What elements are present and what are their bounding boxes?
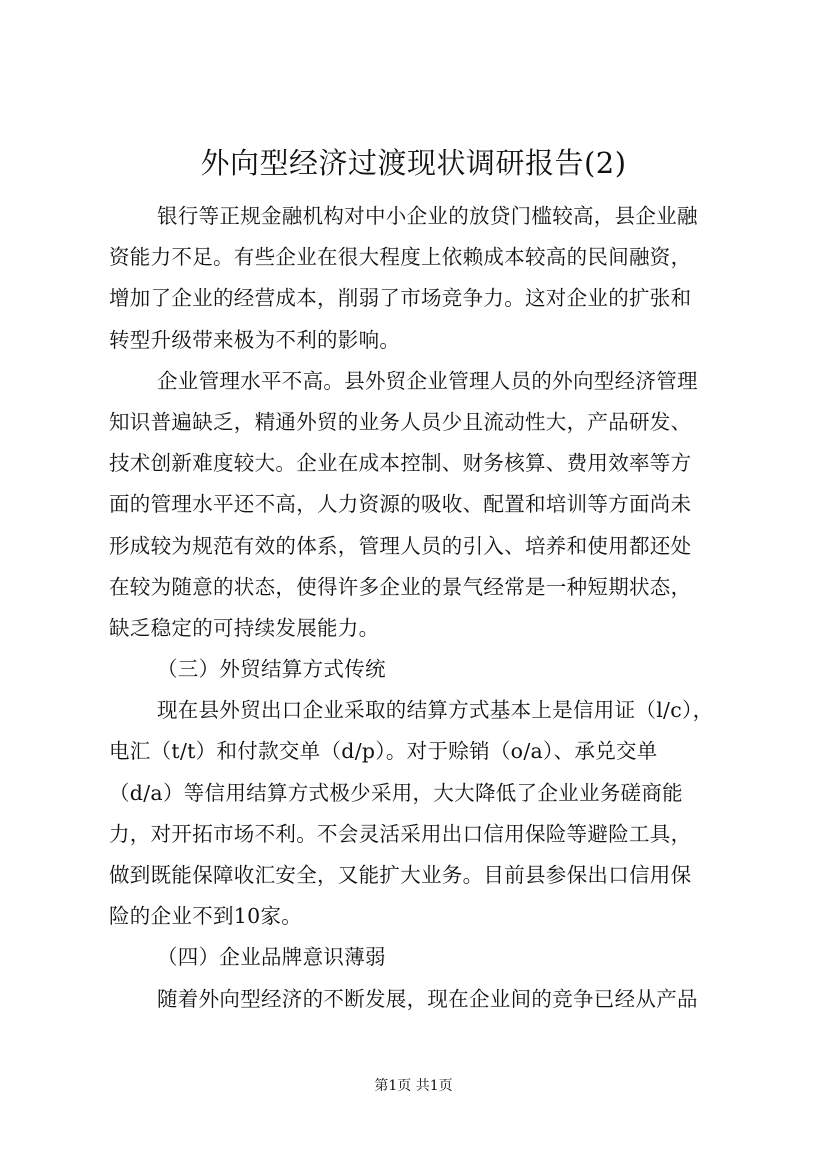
document-title: 外向型经济过渡现状调研报告(2)	[200, 146, 627, 180]
text-line: 技术创新难度较大。企业在成本控制、财务核算、费用效率等方	[109, 451, 692, 476]
text-line: 面的管理水平还不高，人力资源的吸收、配置和培训等方面尚未	[109, 492, 692, 517]
text-line: 企业管理水平不高。县外贸企业管理人员的外向型经济管理	[157, 368, 698, 393]
text-line: 增加了企业的经营成本，削弱了市场竞争力。这对企业的扩张和	[109, 286, 692, 311]
text-line: 做到既能保障收汇安全，又能扩大业务。目前县参保出口信用保	[109, 863, 692, 887]
text-line: 资能力不足。有些企业在很大程度上依赖成本较高的民间融资，	[109, 245, 692, 270]
page-footer: 第1页 共1页	[374, 1078, 453, 1094]
text-line: 缺乏稳定的可持续发展能力。	[109, 615, 380, 640]
text-line: （d/a）等信用结算方式极少采用，大大降低了企业业务磋商能	[109, 780, 683, 805]
text-line: 转型升级带来极为不利的影响。	[109, 327, 401, 352]
text-line: （四）企业品牌意识薄弱	[157, 945, 386, 970]
text-line: 形成较为规范有效的体系，管理人员的引入、培养和使用都还处	[109, 533, 692, 558]
text-line: 险的企业不到10家。	[109, 904, 303, 929]
text-line: 现在县外贸出口企业采取的结算方式基本上是信用证（l/c），	[157, 698, 714, 723]
text-line: 在较为随意的状态，使得许多企业的景气经常是一种短期状态，	[109, 574, 692, 599]
text-line: 力，对开拓市场不利。不会灵活采用出口信用保险等避险工具，	[109, 821, 692, 846]
text-line: 电汇（t/t）和付款交单（d/p）。对于赊销（o/a）、承兑交单	[109, 739, 658, 764]
text-line: 随着外向型经济的不断发展，现在企业间的竞争已经从产品	[157, 986, 698, 1011]
document-body	[109, 196, 749, 1020]
text-line: 银行等正规金融机构对中小企业的放贷门槛较高，县企业融	[157, 204, 698, 228]
text-line: 知识普遍缺乏，精通外贸的业务人员少且流动性大，产品研发、	[109, 409, 692, 434]
text-line: （三）外贸结算方式传统	[157, 657, 386, 682]
